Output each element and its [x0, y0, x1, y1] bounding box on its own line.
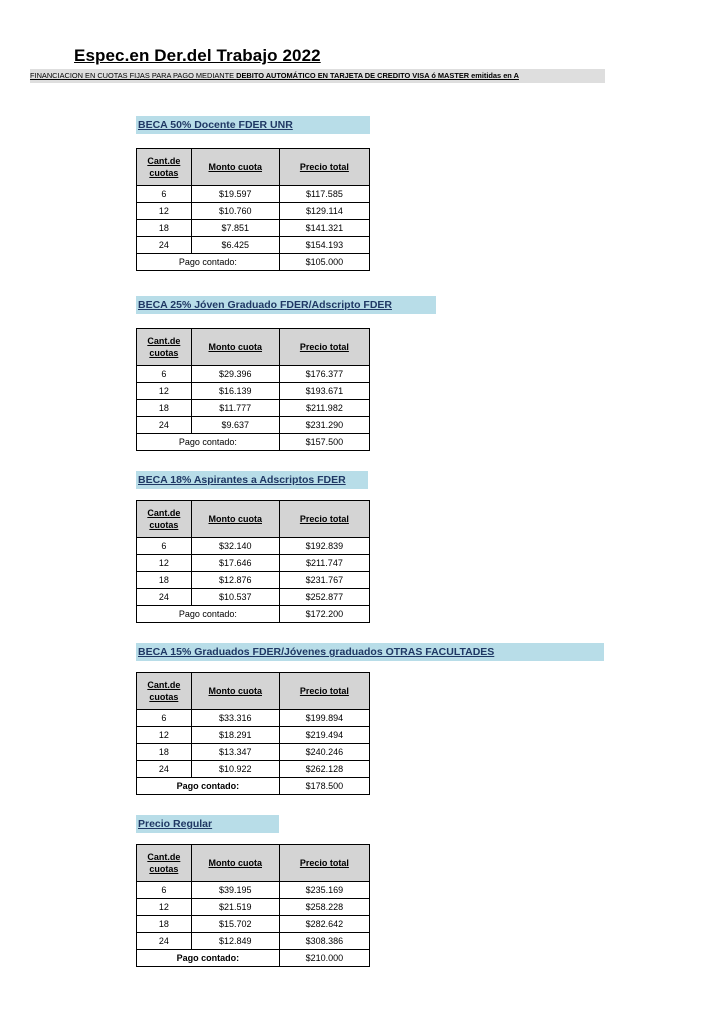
contado-label: Pago contado:	[137, 606, 280, 623]
cell-monto: $11.777	[191, 400, 279, 417]
section-beca-18	[136, 471, 368, 489]
price-table-beca-15	[136, 672, 370, 795]
header-monto: Monto cuota	[191, 501, 279, 538]
table-row	[137, 589, 370, 606]
cell-cuotas: 24	[137, 237, 192, 254]
cell-monto: $6.425	[191, 237, 279, 254]
cell-cuotas: 6	[137, 186, 192, 203]
table-row	[137, 572, 370, 589]
cell-cuotas: 6	[137, 366, 192, 383]
cell-monto: $39.195	[191, 882, 279, 899]
cell-total: $231.290	[279, 417, 369, 434]
header-total: Precio total	[279, 845, 369, 882]
cell-total: $240.246	[279, 744, 369, 761]
price-table-beca-18	[136, 500, 370, 623]
table-row	[137, 366, 370, 383]
header-total: Precio total	[279, 501, 369, 538]
cell-cuotas: 12	[137, 899, 192, 916]
cell-cuotas: 24	[137, 933, 192, 950]
header-cuotas: Cant.de cuotas	[137, 673, 192, 710]
cell-total: $262.128	[279, 761, 369, 778]
table-row	[137, 555, 370, 572]
header-total: Precio total	[279, 673, 369, 710]
cell-monto: $15.702	[191, 916, 279, 933]
section-precio-regular	[136, 815, 279, 833]
contado-label: Pago contado:	[137, 254, 280, 271]
section-title: BECA 25% Jóven Graduado FDER/Adscripto FDER	[136, 296, 436, 314]
cell-cuotas: 18	[137, 220, 192, 237]
cell-monto: $9.637	[191, 417, 279, 434]
cell-total: $219.494	[279, 727, 369, 744]
table-row	[137, 220, 370, 237]
table-row	[137, 761, 370, 778]
table-row	[137, 916, 370, 933]
table-row	[137, 538, 370, 555]
table-header-row	[137, 501, 370, 538]
table-header-row	[137, 329, 370, 366]
header-monto: Monto cuota	[191, 149, 279, 186]
contado-value: $105.000	[279, 254, 369, 271]
cell-total: $117.585	[279, 186, 369, 203]
contado-row	[137, 606, 370, 623]
cell-monto: $12.849	[191, 933, 279, 950]
contado-label: Pago contado:	[137, 434, 280, 451]
section-beca-25	[136, 296, 436, 314]
contado-label: Pago contado:	[137, 950, 280, 967]
financing-subtitle	[30, 69, 605, 83]
subtitle-bold-text: DEBITO AUTOMÁTICO EN TARJETA DE CREDITO VISA ó MASTER emitidas en A	[236, 71, 519, 80]
table-row	[137, 186, 370, 203]
header-total: Precio total	[279, 149, 369, 186]
section-title: BECA 50% Docente FDER UNR	[136, 116, 370, 134]
contado-row	[137, 254, 370, 271]
section-beca-50	[136, 116, 370, 134]
header-cuotas: Cant.de cuotas	[137, 845, 192, 882]
section-title: BECA 15% Graduados FDER/Jóvenes graduados OTRAS FACULTADES	[136, 643, 604, 661]
section-title: Precio Regular	[136, 815, 279, 833]
cell-monto: $12.876	[191, 572, 279, 589]
cell-cuotas: 18	[137, 916, 192, 933]
cell-total: $176.377	[279, 366, 369, 383]
header-cuotas: Cant.de cuotas	[137, 149, 192, 186]
header-cuotas: Cant.de cuotas	[137, 501, 192, 538]
contado-value: $172.200	[279, 606, 369, 623]
table-row	[137, 727, 370, 744]
cell-total: $258.228	[279, 899, 369, 916]
cell-cuotas: 18	[137, 400, 192, 417]
header-total: Precio total	[279, 329, 369, 366]
cell-total: $193.671	[279, 383, 369, 400]
cell-monto: $7.851	[191, 220, 279, 237]
price-table-precio-regular	[136, 844, 370, 967]
table-row	[137, 237, 370, 254]
price-table-beca-50	[136, 148, 370, 271]
cell-total: $282.642	[279, 916, 369, 933]
cell-monto: $19.597	[191, 186, 279, 203]
cell-total: $231.767	[279, 572, 369, 589]
table-row	[137, 933, 370, 950]
cell-total: $154.193	[279, 237, 369, 254]
subtitle-text: FINANCIACION EN CUOTAS FIJAS PARA PAGO MEDIANTE	[30, 71, 237, 80]
cell-total: $252.877	[279, 589, 369, 606]
cell-monto: $10.760	[191, 203, 279, 220]
cell-cuotas: 6	[137, 710, 192, 727]
cell-monto: $32.140	[191, 538, 279, 555]
contado-row	[137, 434, 370, 451]
cell-cuotas: 24	[137, 589, 192, 606]
page-title: Espec.en Der.del Trabajo 2022	[74, 46, 321, 65]
cell-total: $199.894	[279, 710, 369, 727]
section-beca-15	[136, 643, 604, 661]
cell-cuotas: 12	[137, 555, 192, 572]
cell-total: $235.169	[279, 882, 369, 899]
cell-total: $211.747	[279, 555, 369, 572]
table-header-row	[137, 845, 370, 882]
cell-monto: $33.316	[191, 710, 279, 727]
contado-value: $178.500	[279, 778, 369, 795]
cell-cuotas: 18	[137, 744, 192, 761]
cell-cuotas: 12	[137, 383, 192, 400]
price-table-beca-25	[136, 328, 370, 451]
cell-monto: $17.646	[191, 555, 279, 572]
cell-total: $192.839	[279, 538, 369, 555]
cell-monto: $29.396	[191, 366, 279, 383]
header-cuotas: Cant.de cuotas	[137, 329, 192, 366]
table-row	[137, 417, 370, 434]
cell-total: $308.386	[279, 933, 369, 950]
table-row	[137, 882, 370, 899]
contado-label: Pago contado:	[137, 778, 280, 795]
table-row	[137, 203, 370, 220]
cell-total: $129.114	[279, 203, 369, 220]
table-row	[137, 400, 370, 417]
cell-cuotas: 24	[137, 417, 192, 434]
cell-monto: $16.139	[191, 383, 279, 400]
cell-monto: $21.519	[191, 899, 279, 916]
contado-value: $210.000	[279, 950, 369, 967]
cell-monto: $10.922	[191, 761, 279, 778]
contado-value: $157.500	[279, 434, 369, 451]
cell-cuotas: 24	[137, 761, 192, 778]
section-title: BECA 18% Aspirantes a Adscriptos FDER	[136, 471, 368, 489]
table-row	[137, 744, 370, 761]
table-row	[137, 899, 370, 916]
header-monto: Monto cuota	[191, 673, 279, 710]
cell-cuotas: 6	[137, 882, 192, 899]
cell-cuotas: 6	[137, 538, 192, 555]
cell-monto: $13.347	[191, 744, 279, 761]
table-header-row	[137, 673, 370, 710]
cell-total: $141.321	[279, 220, 369, 237]
table-header-row	[137, 149, 370, 186]
cell-monto: $10.537	[191, 589, 279, 606]
header-monto: Monto cuota	[191, 845, 279, 882]
table-row	[137, 710, 370, 727]
cell-cuotas: 12	[137, 203, 192, 220]
cell-monto: $18.291	[191, 727, 279, 744]
cell-cuotas: 18	[137, 572, 192, 589]
contado-row	[137, 778, 370, 795]
header-monto: Monto cuota	[191, 329, 279, 366]
cell-cuotas: 12	[137, 727, 192, 744]
contado-row	[137, 950, 370, 967]
table-row	[137, 383, 370, 400]
cell-total: $211.982	[279, 400, 369, 417]
